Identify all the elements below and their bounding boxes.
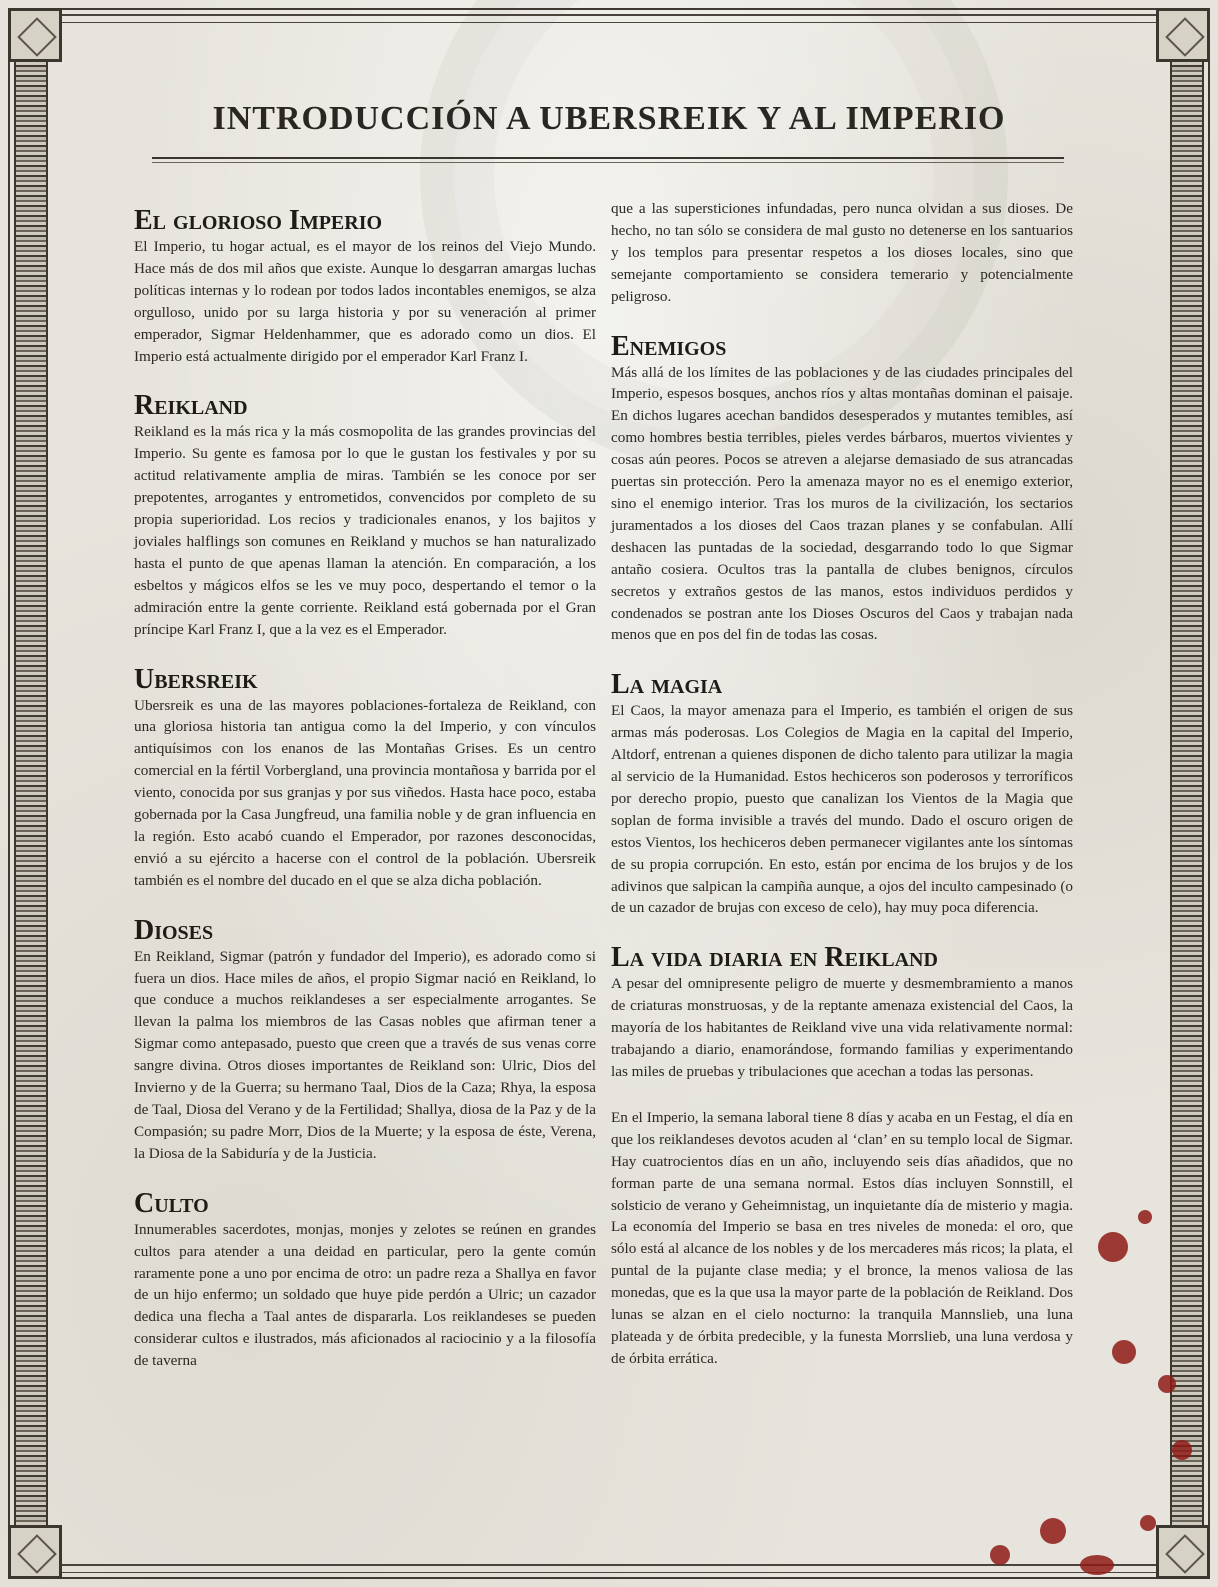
section-heading: Enemigos — [611, 330, 727, 362]
section-ubersreik — [134, 665, 596, 892]
section-heading: Dioses — [134, 914, 214, 946]
section-culto — [134, 1189, 596, 1372]
paragraph-gap — [611, 1083, 1073, 1107]
section-imperio — [134, 206, 596, 367]
section-vida-diaria — [611, 943, 1073, 1369]
section-paragraph: Reikland es la más rica y la más cosmopolita de las grandes provincias del Imperio. Su gente es famosa por lo que le gustan los festivales y por su actitud relativamente amplia de miras. También se les conoce por ser prepotentes, arrogantes y entrometidos, convencidos por completo de su propia superioridad. Los recios y tradicionales enanos, y los bajitos y joviales halflings son comunes en Reikland y muchos se han naturalizado hasta el punto de que apenas llaman la atención. En comparación, a los esbeltos y mágicos elfos se les ve muy poco, despertando el temor o la admiración entre la gente corriente. Reikland está gobernada por el Gran príncipe Karl Franz I, que a la vez es el Emperador. — [134, 423, 596, 638]
section-paragraph: Innumerables sacerdotes, monjas, monjes y zelotes se reúnen en grandes cultos para atender a una deidad en particular, pero la gente común raramente pone a uno por encima de otro: un padre reza a Shallya en favor de un hijo enfermo; un soldado que huye pide perdón a Ulric; un cazador dedica una flecha a Taal antes de dispararla. Los reiklandeses se pueden considerar cultos e ilustrados, más aficionados al raciocinio y a la filosofía de taverna — [134, 1220, 596, 1370]
section-magia — [611, 670, 1073, 919]
title-divider — [152, 157, 1064, 163]
section-culto-continuation — [611, 198, 1073, 308]
corner-ornament-icon — [1156, 1525, 1210, 1579]
section-paragraph: que a las supersticiones infundadas, pero nunca olvidan a sus dioses. De hecho, no tan sólo se considera de mal gusto no detenerse en los santuarios y los templos para presentar respetos a los dioses locales, sino que semejante comportamiento se considera temerario y potencialmente peligroso. — [611, 200, 1073, 305]
section-paragraph: El Caos, la mayor amenaza para el Imperio, es también el origen de sus armas más poderosas. Los Colegios de Magia en la capital del Imperio, Altdorf, entrenan a quienes disponen de dicho talento para utilizar la magia al servicio de la Humanidad. Estos hechiceros son poderosos y terroríficos por derecho propio, puesto que canalizan los Vientos de la Magia que soplan de forma invisible a través del mundo. Dado el oscuro origen de estos Vientos, los hechiceros deben permanecer vigilantes ante los síntomas de su propia corrupción. En esto, están por encima de los brujos y de los adivinos que salpican la campiña aunque, a ojos del inculto campesinado (o de un cazador de brujas con exceso de celo), hay muy poca diferencia. — [611, 702, 1073, 917]
section-paragraph: El Imperio, tu hogar actual, es el mayor de los reinos del Viejo Mundo. Hace más de dos mil años que existe. Aunque lo desgarran amargas luchas políticas internas y lo rodean por todos lados incontables enemigos, se alza orgulloso, unido por su larga historia y por su veneración al primer emperador, Sigmar Heldenhammer, que es adorado como un dios. El Imperio está actualmente dirigido por el emperador Karl Franz I. — [134, 238, 596, 365]
blood-splatter — [1138, 1210, 1152, 1224]
section-paragraph: A pesar del omnipresente peligro de muerte y desmembramiento a manos de criaturas monstruosas, y de la reptante amenaza existencial del Caos, la mayoría de los habitantes de Reikland vive una vida relativamente normal: trabajando a diario, enamorándose, formando familias y experimentando las miles de pruebas y tribulaciones que acechan a todas las personas. — [611, 975, 1073, 1080]
blood-splatter — [1140, 1515, 1156, 1531]
section-paragraph: En Reikland, Sigmar (patrón y fundador del Imperio), es adorado como si fuera un dios. Hace miles de años, el propio Sigmar nació en Reikland, lo que conduce a muchos reiklandeses a ser especialmente arrogantes. Se llevan la palma los miembros de las Casas nobles que afirman tener a Sigmar como antepasado, puesto que creen que a través de sus venas corre sangre divina. Otros dioses importantes de Reikland son: Ulric, Dios del Invierno y de la Guerra; su hermano Taal, Dios de la Caza; Rhya, la esposa de Taal, Diosa del Verano y de la Fertilidad; Shallya, diosa de la Paz y de la Compasión; su padre Morr, Dios de la Muerte; y la esposa de éste, Verena, la Diosa de la Sabiduría y de la Justicia. — [134, 947, 596, 1162]
section-enemigos — [611, 332, 1073, 647]
blood-splatter — [1172, 1440, 1192, 1460]
border-top — [40, 14, 1178, 23]
section-heading: Reikland — [134, 390, 248, 422]
section-reikland — [134, 391, 596, 640]
border-left-ornament — [14, 40, 48, 1547]
section-heading: El glorioso Imperio — [134, 205, 383, 236]
section-paragraph: En el Imperio, la semana laboral tiene 8 días y acaba en un Festag, el día en que los reiklandeses devotos acuden al ‘clan’ en su templo local de Sigmar. Hay cuatrocientos días en un año, incluyendo seis días añadidos, que no forman parte de una semana normal. Estos días incluyen Sonnstill, el solsticio de verano y Geheimnistag, un inquietante día de misterio y magia. La economía del Imperio se basa en tres niveles de moneda: el oro, que sólo está al alcance de los nobles y de los mercaderes más ricos; la plata, el puntal de la pujante clase media; y el bronce, la menos valiosa de las monedas, que es la que usa la mayor parte de la población de Reikland. Dos lunas se alzan en el cielo nocturno: la tranquila Mannslieb, una luna plateada y de órbita predecible, y la funesta Morrslieb, una luna verdosa y de órbita errática. — [611, 1108, 1073, 1367]
page-title: INTRODUCCIÓN A UBERSREIK Y AL IMPERIO — [212, 100, 1006, 137]
section-paragraph: Ubersreik es una de las mayores poblaciones-fortaleza de Reikland, con una gloriosa historia tan antigua como la del Imperio, y con vínculos antiquísimos con los enanos de las Montañas Grises. Es un centro comercial en la fértil Vorbergland, una provincia montañosa y barrida por el viento, conocida por sus granjas y por sus viñedos. Hasta hace poco, estaba gobernada por la Casa Jungfreud, una familia noble y de gran influencia en la región. Esto acabó cuando el Emperador, por razones desconocidas, envió a su ejército a hacerse con el control de la población. Ubersreik también es el nombre del ducado en el que se alza dicha población. — [134, 696, 596, 889]
blood-splatter — [1112, 1340, 1136, 1364]
border-right-ornament — [1170, 40, 1204, 1547]
right-column — [611, 198, 1073, 1394]
section-heading: La vida diaria en Reikland — [611, 942, 938, 974]
section-heading: Ubersreik — [134, 663, 258, 695]
blood-splatter — [1158, 1375, 1176, 1393]
corner-ornament-icon — [8, 8, 62, 62]
blood-splatter — [1098, 1232, 1128, 1262]
section-paragraph: Más allá de los límites de las poblaciones y de las ciudades principales del Imperio, espesos bosques, anchos ríos y altas montañas dominan el paisaje. En dichos lugares acechan bandidos desesperados y mutantes temibles, así como hombres bestia terribles, pieles verdes bárbaros, muertos vivientes y cosas aún peores. Pocos se atreven a alejarse demasiado de sus atrancadas puertas sin protección. Pero la amenaza mayor no es el enemigo exterior, sino el enemigo interior. Tras los muros de la civilización, los sectarios juramentados a los dioses del Caos trazan planes y se confabulan. Allí deshacen las puntadas de la sociedad, desgarrando todo lo que Sigmar antaño cosiera. Ocultos tras la pantalla de clubes benignos, círculos secretos y extraños gestos de las manos, estos individuos perdidos y condenados se postran ante los Dioses Oscuros del Caos y trabajan nada menos que en pos del fin de todas las cosas. — [611, 363, 1073, 644]
blood-splatter — [1040, 1518, 1066, 1544]
corner-ornament-icon — [8, 1525, 62, 1579]
blood-splatter — [990, 1545, 1010, 1565]
section-heading: La magia — [611, 669, 723, 701]
section-heading: Culto — [134, 1187, 209, 1219]
left-column — [134, 206, 596, 1396]
section-dioses — [134, 916, 596, 1165]
blood-splatter — [1080, 1555, 1114, 1575]
corner-ornament-icon — [1156, 8, 1210, 62]
border-bottom — [40, 1564, 1178, 1573]
